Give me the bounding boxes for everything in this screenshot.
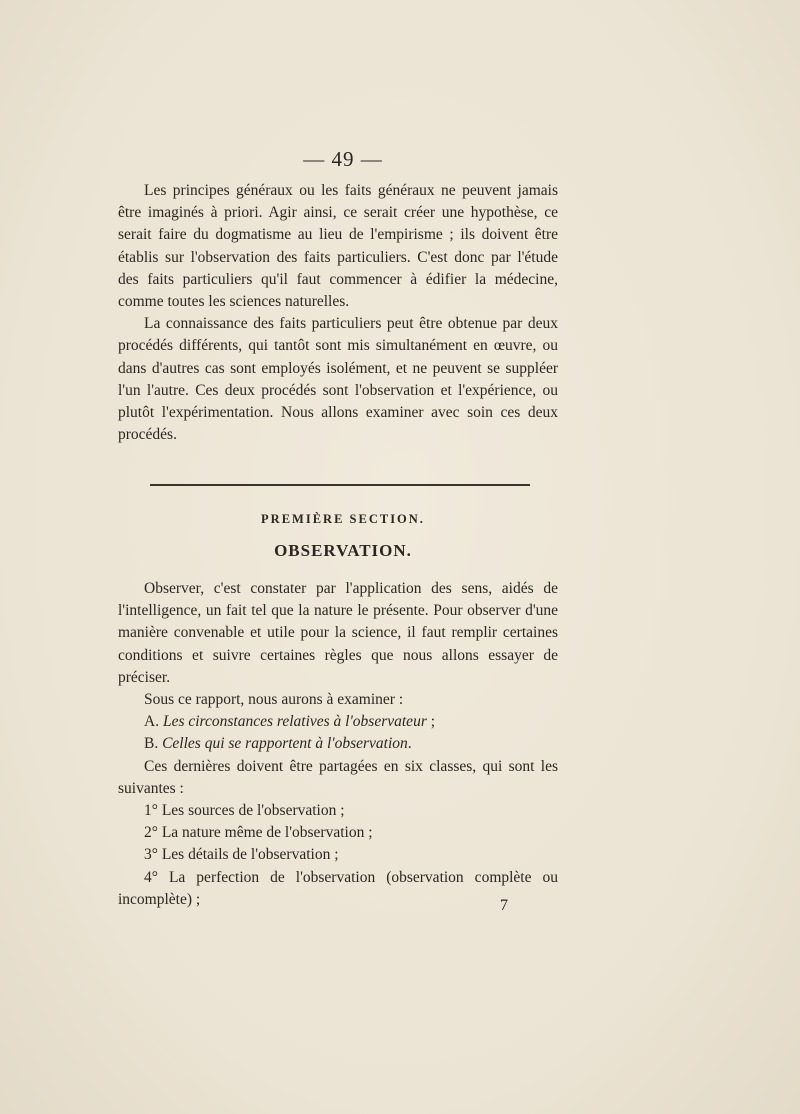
paragraph: Observer, c'est constater par l'application des sens, aidés de l'intelligence, un fait tel que la nature le présente. Pour observer d'une manière convenable et utile pour la science, il faut remplir certaines conditions et suivre certaines règles que nous allons essayer de préciser.	[118, 580, 558, 686]
numbered-item: 3° Les détails de l'observation ;	[144, 846, 339, 864]
section-divider	[150, 484, 530, 486]
numbered-item: 2° La nature même de l'observation ;	[144, 824, 373, 842]
page-number: — 49 —	[303, 147, 383, 171]
paragraph: La connaissance des faits particuliers peut être obtenue par deux procédés différents, qui tantôt sont mis simultanément en œuvre, ou dans d'autres cas sont employés isolément, et ne peuvent se suppléer l'un l'autre. Ces deux procédés sont l'observation et l'expérience, ou plutôt l'expérimentation. Nous allons examiner avec soin ces deux procédés.	[118, 315, 558, 444]
item-letter: A.	[144, 713, 160, 731]
numbered-item: 4° La perfection de l'observation (observation complète ou incomplète) ;	[118, 868, 558, 908]
numbered-item: 1° Les sources de l'observation ;	[144, 802, 345, 820]
item-text: Celles qui se rapportent à l'observation	[162, 735, 408, 753]
list-item-a	[118, 711, 558, 733]
item-punctuation: ;	[426, 713, 436, 731]
intro-text	[118, 180, 558, 446]
section-title: OBSERVATION.	[274, 541, 412, 560]
section-label: PREMIÈRE SECTION.	[261, 512, 425, 526]
item-punctuation: .	[407, 735, 412, 753]
observation-text	[118, 578, 558, 911]
paragraph: Ces dernières doivent être partagées en six classes, qui sont les suivantes :	[118, 757, 558, 797]
list-item-b	[118, 733, 558, 755]
paragraph: Sous ce rapport, nous aurons à examiner :	[144, 691, 404, 709]
item-text: Les circonstances relatives à l'observateur	[162, 713, 427, 731]
item-letter: B.	[144, 735, 159, 753]
paragraph: Les principes généraux ou les faits généraux ne peuvent jamais être imaginés à priori. Agir ainsi, ce serait créer une hypothèse, ce serait faire du dogmatisme au lieu de l'empirisme ; ils doivent être établis sur l'observation des faits particuliers. C'est donc par l'étude des faits particuliers qu'il faut commencer à édifier la médecine, comme toutes les sciences naturelles.	[118, 182, 558, 311]
signature-mark: 7	[500, 897, 508, 914]
